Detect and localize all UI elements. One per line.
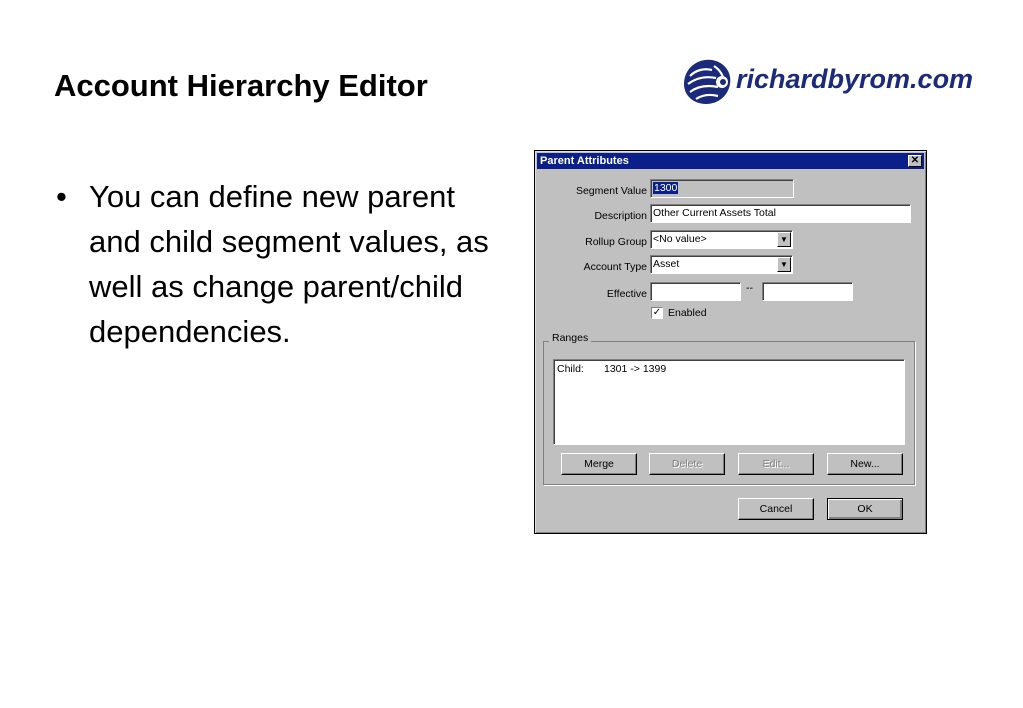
segment-value-label: Segment Value	[575, 185, 647, 197]
dialog-title: Parent Attributes	[540, 155, 629, 167]
range-type: Child:	[557, 363, 584, 375]
range-value: 1301 -> 1399	[604, 363, 667, 375]
bullet-marker: •	[56, 179, 67, 214]
rollup-group-label: Rollup Group	[585, 236, 647, 248]
ranges-label: Ranges	[549, 332, 591, 344]
rollup-group-value: <No value>	[653, 233, 707, 245]
ranges-list[interactable]	[553, 359, 905, 445]
rollup-group-select[interactable]	[650, 230, 793, 249]
slide-title: Account Hierarchy Editor	[54, 68, 428, 103]
effective-from-field[interactable]	[650, 282, 741, 301]
edit-button[interactable]: Edit...	[738, 453, 814, 475]
parent-attributes-dialog	[534, 150, 927, 534]
lion-head-icon	[678, 54, 738, 110]
logo-text: richardbyrom.com	[736, 64, 974, 94]
logo	[678, 54, 1014, 110]
enabled-checkbox[interactable]: ✓	[652, 307, 662, 318]
chevron-down-icon[interactable]: ▼	[777, 257, 791, 272]
bullet-text: You can define new parent and child segment values, as well as change parent/child dependencies.	[89, 179, 489, 349]
enabled-label: Enabled	[668, 307, 707, 319]
merge-button[interactable]: Merge	[561, 453, 637, 475]
cancel-button[interactable]: Cancel	[738, 498, 814, 520]
description-field[interactable]: Other Current Assets Total	[650, 204, 911, 223]
chevron-down-icon[interactable]: ▼	[777, 232, 791, 247]
account-type-select[interactable]	[650, 255, 793, 274]
new-button[interactable]: New...	[827, 453, 903, 475]
effective-label: Effective	[606, 288, 647, 300]
effective-separator: --	[746, 282, 753, 294]
account-type-value: Asset	[653, 258, 680, 270]
close-icon[interactable]: ✕	[908, 155, 922, 167]
segment-value-text: 1300	[654, 182, 678, 194]
segment-value-field[interactable]	[650, 179, 794, 198]
account-type-label: Account Type	[583, 261, 647, 273]
description-label: Description	[594, 210, 647, 222]
delete-button[interactable]: Delete	[649, 453, 725, 475]
effective-to-field[interactable]	[762, 282, 853, 301]
ok-button[interactable]: OK	[827, 498, 903, 520]
dialog-titlebar[interactable]	[537, 153, 924, 169]
list-item[interactable]	[557, 363, 667, 375]
